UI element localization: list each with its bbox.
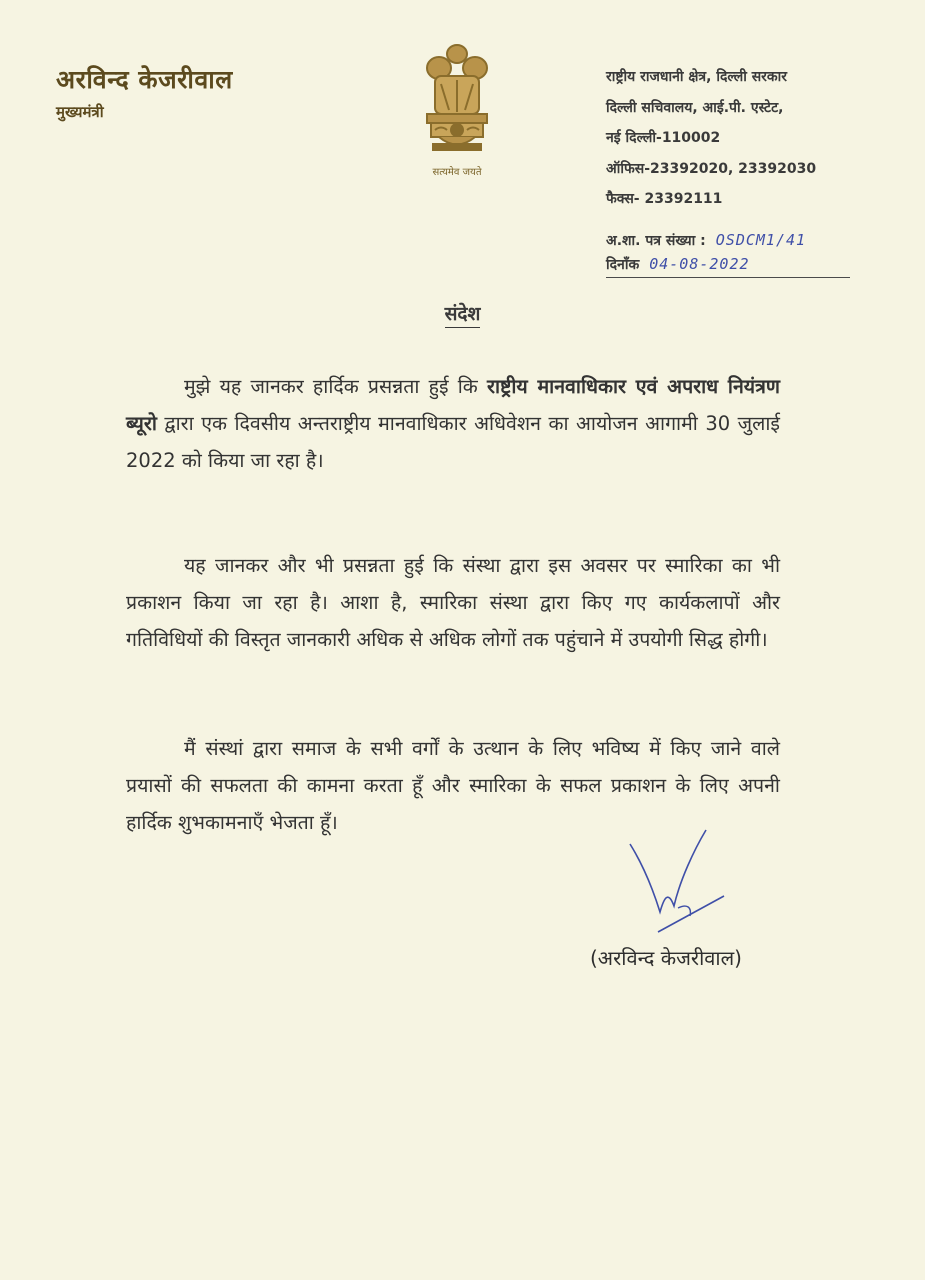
letter-number-label: अ.शा. पत्र संख्या :	[606, 232, 706, 249]
signatory-name: (अरविन्द केजरीवाल)	[590, 946, 742, 970]
fax-number: फैक्स- 23392111	[606, 191, 723, 207]
state-emblem	[412, 40, 502, 178]
lion-capital-icon	[417, 40, 497, 162]
letter-number-value: OSDCM1/41	[715, 231, 807, 249]
letter-number-row	[606, 228, 850, 252]
letter-date-row	[606, 252, 850, 276]
handwritten-signature	[620, 820, 740, 950]
office-address	[606, 62, 816, 215]
address-line: दिल्ली सचिवालय, आई.पी. एस्टेट,	[606, 99, 784, 116]
reference-block	[606, 228, 850, 278]
p1-text-start: मुझे यह जानकर हार्दिक प्रसन्नता हुई कि	[184, 375, 487, 398]
body-paragraph-2: यह जानकर और भी प्रसन्नता हुई कि संस्था द्वारा इस अवसर पर स्मारिका का भी प्रकाशन किया जा रहा है। आशा है, स्मारिका संस्था द्वारा किए गए कार्यकलापों और गतिविधियों की विस्तृत जानकारी अधिक से अधिक लोगों तक पहुंचाने में उपयोगी सिद्ध होगी।	[126, 554, 780, 651]
sender-name: अरविन्द केजरीवाल	[56, 65, 233, 94]
address-line: राष्ट्रीय राजधानी क्षेत्र, दिल्ली सरकार	[606, 69, 788, 85]
p1-text-end: द्वारा एक दिवसीय अन्तराष्ट्रीय मानवाधिकार अधिवेशन का आयोजन आगामी 30 जुलाई 2022 को किया जा रहा है।	[126, 412, 780, 472]
sender-block	[56, 62, 233, 122]
office-phone: ऑफिस-23392020, 23392030	[606, 160, 817, 177]
letter-date-value: 04-08-2022	[649, 255, 750, 273]
letter-date-label: दिनाँक	[606, 256, 640, 273]
organisation-name: राष्ट्रीय मानवाधिकार एवं अपराध नियंत्रण ब्यूरो	[126, 375, 780, 435]
sender-title: मुख्यमंत्री	[56, 103, 104, 121]
subject-text: संदेश	[445, 303, 481, 328]
body-paragraph-1	[126, 368, 780, 479]
subject-heading	[0, 300, 925, 326]
body-paragraph-3: मैं संस्थां द्वारा समाज के सभी वर्गों के उत्थान के लिए भविष्य में किए जाने वाले प्रयासों की सफलता की कामना करता हूँ और स्मारिका के सफल प्रकाशन के लिए अपनी हार्दिक शुभकामनाएँ भेजता हूँ।	[126, 737, 780, 834]
reference-underline	[606, 277, 850, 278]
address-line: नई दिल्ली-110002	[606, 130, 721, 146]
emblem-motto: सत्यमेव जयते	[432, 167, 482, 178]
